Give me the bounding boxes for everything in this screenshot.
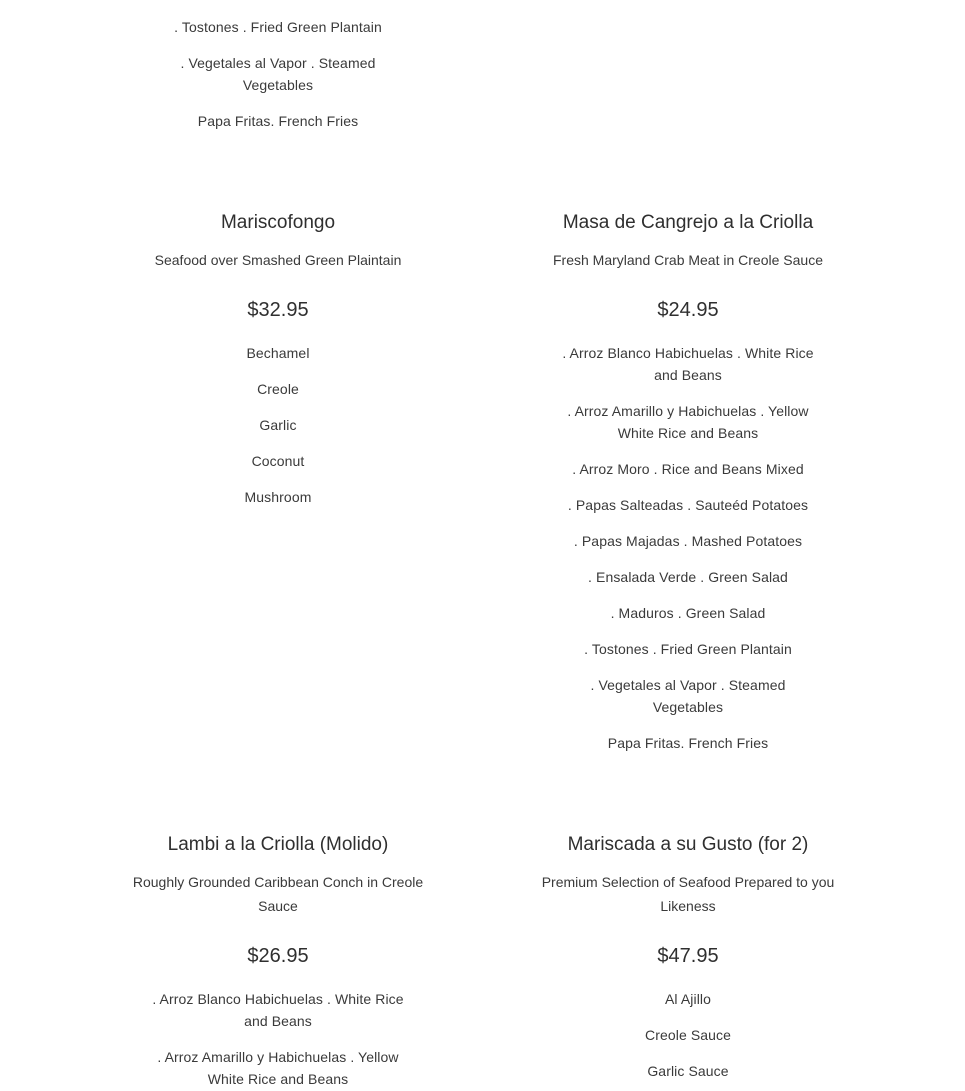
option-item: . Papas Salteadas . Sauteéd Potatoes	[567, 497, 809, 513]
option-item: . Arroz Amarillo y Habichuelas . Yellow White Rice and Beans	[567, 403, 809, 441]
option-item: . Vegetales al Vapor . Steamed Vegetables	[590, 677, 786, 715]
menu-item-description: Seafood over Smashed Green Plaintain	[154, 252, 402, 268]
menu-item-description: Premium Selection of Seafood Prepared to you Likeness	[541, 874, 835, 914]
menu-item-price: $32.95	[247, 299, 309, 321]
option-item: . Vegetales al Vapor . Steamed Vegetables	[180, 55, 376, 93]
option-item: . Tostones . Fried Green Plantain	[174, 19, 382, 35]
menu-item-title: Lambi a la Criolla (Molido)	[167, 834, 389, 855]
option-item: Creole Sauce	[644, 1027, 732, 1043]
option-item: Garlic	[259, 417, 297, 433]
option-item: . Arroz Moro . Rice and Beans Mixed	[572, 461, 804, 477]
menu-item-price: $24.95	[657, 299, 719, 321]
menu-item-title: Masa de Cangrejo a la Criolla	[562, 212, 814, 233]
option-item: Garlic Sauce	[647, 1063, 729, 1079]
option-item: . Arroz Blanco Habichuelas . White Rice and Beans	[152, 991, 404, 1029]
menu-item-title: Mariscada a su Gusto (for 2)	[567, 834, 809, 855]
menu-item-price: $26.95	[247, 945, 309, 967]
option-item: . Maduros . Green Salad	[610, 605, 766, 621]
option-item: Al Ajillo	[664, 991, 712, 1007]
option-item: . Ensalada Verde . Green Salad	[588, 569, 788, 585]
option-item: Mushroom	[244, 489, 312, 505]
option-item: Coconut	[251, 453, 305, 469]
menu-item-description: Fresh Maryland Crab Meat in Creole Sauce	[552, 252, 823, 268]
option-item: . Arroz Blanco Habichuelas . White Rice and Beans	[562, 345, 814, 383]
menu-item-price: $47.95	[657, 945, 719, 967]
option-item: . Arroz Amarillo y Habichuelas . Yellow White Rice and Beans	[157, 1049, 399, 1087]
option-item: . Tostones . Fried Green Plantain	[584, 641, 792, 657]
option-item: . Papas Majadas . Mashed Potatoes	[573, 533, 803, 549]
option-item: Bechamel	[246, 345, 310, 361]
menu-item-description: Roughly Grounded Caribbean Conch in Creole Sauce	[132, 874, 424, 914]
option-item: Papa Fritas. French Fries	[607, 735, 769, 751]
option-item: Creole	[257, 381, 299, 397]
option-item: Papa Fritas. French Fries	[197, 113, 359, 129]
menu-item-title: Mariscofongo	[220, 212, 336, 233]
